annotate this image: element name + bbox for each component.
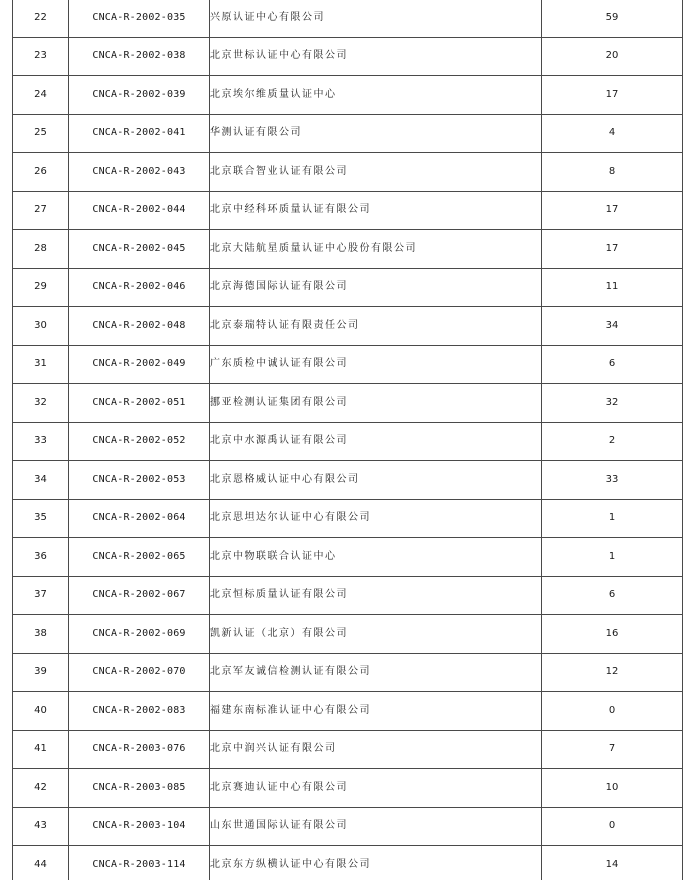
row-index: 36 (13, 538, 69, 577)
approval-number: CNCA-R-2002-045 (69, 230, 210, 269)
count-value: 6 (542, 345, 683, 384)
row-index: 42 (13, 769, 69, 808)
count-value: 34 (542, 307, 683, 346)
row-index: 29 (13, 268, 69, 307)
approval-number: CNCA-R-2002-067 (69, 576, 210, 615)
organization-name: 北京中水源禹认证有限公司 (210, 422, 542, 461)
table-body (13, 0, 683, 880)
row-index: 22 (13, 0, 69, 37)
organization-name: 北京世标认证中心有限公司 (210, 37, 542, 76)
table-row (13, 37, 683, 76)
row-index: 35 (13, 499, 69, 538)
row-index: 41 (13, 730, 69, 769)
approval-number: CNCA-R-2002-049 (69, 345, 210, 384)
approval-number: CNCA-R-2003-085 (69, 769, 210, 808)
table-row (13, 307, 683, 346)
row-index: 32 (13, 384, 69, 423)
table-row (13, 692, 683, 731)
organization-name: 北京大陆航星质量认证中心股份有限公司 (210, 230, 542, 269)
count-value: 11 (542, 268, 683, 307)
table-row (13, 230, 683, 269)
organization-name: 北京埃尔维质量认证中心 (210, 76, 542, 115)
table-row (13, 576, 683, 615)
count-value: 16 (542, 615, 683, 654)
count-value: 1 (542, 499, 683, 538)
row-index: 44 (13, 846, 69, 880)
organization-name: 山东世通国际认证有限公司 (210, 807, 542, 846)
approval-number: CNCA-R-2003-114 (69, 846, 210, 880)
table-row (13, 114, 683, 153)
approval-number: CNCA-R-2002-069 (69, 615, 210, 654)
count-value: 0 (542, 692, 683, 731)
organization-name: 北京思坦达尔认证中心有限公司 (210, 499, 542, 538)
approval-number: CNCA-R-2003-076 (69, 730, 210, 769)
approval-number: CNCA-R-2002-052 (69, 422, 210, 461)
count-value: 4 (542, 114, 683, 153)
count-value: 20 (542, 37, 683, 76)
count-value: 17 (542, 191, 683, 230)
organization-name: 北京海德国际认证有限公司 (210, 268, 542, 307)
count-value: 59 (542, 0, 683, 37)
approval-number: CNCA-R-2002-043 (69, 153, 210, 192)
organization-name: 北京泰瑞特认证有限责任公司 (210, 307, 542, 346)
table-row (13, 76, 683, 115)
count-value: 7 (542, 730, 683, 769)
count-value: 6 (542, 576, 683, 615)
count-value: 33 (542, 461, 683, 500)
table-row (13, 345, 683, 384)
table-row (13, 653, 683, 692)
table-row (13, 153, 683, 192)
row-index: 39 (13, 653, 69, 692)
approval-number: CNCA-R-2002-038 (69, 37, 210, 76)
table-row (13, 268, 683, 307)
row-index: 38 (13, 615, 69, 654)
approval-number: CNCA-R-2002-051 (69, 384, 210, 423)
table-row (13, 846, 683, 880)
count-value: 32 (542, 384, 683, 423)
approval-number: CNCA-R-2002-044 (69, 191, 210, 230)
table-row (13, 615, 683, 654)
count-value: 8 (542, 153, 683, 192)
count-value: 10 (542, 769, 683, 808)
organization-name: 北京赛迪认证中心有限公司 (210, 769, 542, 808)
row-index: 33 (13, 422, 69, 461)
organization-name: 凯新认证（北京）有限公司 (210, 615, 542, 654)
organization-name: 北京恩格威认证中心有限公司 (210, 461, 542, 500)
table-row (13, 538, 683, 577)
row-index: 24 (13, 76, 69, 115)
row-index: 27 (13, 191, 69, 230)
row-index: 25 (13, 114, 69, 153)
approval-number: CNCA-R-2002-065 (69, 538, 210, 577)
organization-name: 北京东方纵横认证中心有限公司 (210, 846, 542, 880)
count-value: 17 (542, 230, 683, 269)
approval-number: CNCA-R-2002-041 (69, 114, 210, 153)
row-index: 23 (13, 37, 69, 76)
approval-number: CNCA-R-2002-048 (69, 307, 210, 346)
table-row (13, 384, 683, 423)
certification-body-table (12, 0, 683, 880)
approval-number: CNCA-R-2002-053 (69, 461, 210, 500)
row-index: 26 (13, 153, 69, 192)
count-value: 1 (542, 538, 683, 577)
table-row (13, 807, 683, 846)
count-value: 12 (542, 653, 683, 692)
organization-name: 北京联合智业认证有限公司 (210, 153, 542, 192)
organization-name: 华测认证有限公司 (210, 114, 542, 153)
organization-name: 北京中经科环质量认证有限公司 (210, 191, 542, 230)
approval-number: CNCA-R-2003-104 (69, 807, 210, 846)
approval-number: CNCA-R-2002-064 (69, 499, 210, 538)
row-index: 28 (13, 230, 69, 269)
table-row (13, 461, 683, 500)
table-row (13, 499, 683, 538)
table-row (13, 0, 683, 37)
table-row (13, 769, 683, 808)
organization-name: 北京恒标质量认证有限公司 (210, 576, 542, 615)
count-value: 17 (542, 76, 683, 115)
organization-name: 北京中物联联合认证中心 (210, 538, 542, 577)
approval-number: CNCA-R-2002-046 (69, 268, 210, 307)
count-value: 0 (542, 807, 683, 846)
organization-name: 兴原认证中心有限公司 (210, 0, 542, 37)
organization-name: 挪亚检测认证集团有限公司 (210, 384, 542, 423)
table-row (13, 730, 683, 769)
row-index: 40 (13, 692, 69, 731)
count-value: 14 (542, 846, 683, 880)
row-index: 31 (13, 345, 69, 384)
row-index: 43 (13, 807, 69, 846)
row-index: 30 (13, 307, 69, 346)
count-value: 2 (542, 422, 683, 461)
organization-name: 北京军友诚信检测认证有限公司 (210, 653, 542, 692)
organization-name: 广东质检中诚认证有限公司 (210, 345, 542, 384)
approval-number: CNCA-R-2002-083 (69, 692, 210, 731)
table-row (13, 191, 683, 230)
table-row (13, 422, 683, 461)
approval-number: CNCA-R-2002-039 (69, 76, 210, 115)
row-index: 34 (13, 461, 69, 500)
organization-name: 北京中润兴认证有限公司 (210, 730, 542, 769)
row-index: 37 (13, 576, 69, 615)
approval-number: CNCA-R-2002-070 (69, 653, 210, 692)
approval-number: CNCA-R-2002-035 (69, 0, 210, 37)
organization-name: 福建东南标准认证中心有限公司 (210, 692, 542, 731)
